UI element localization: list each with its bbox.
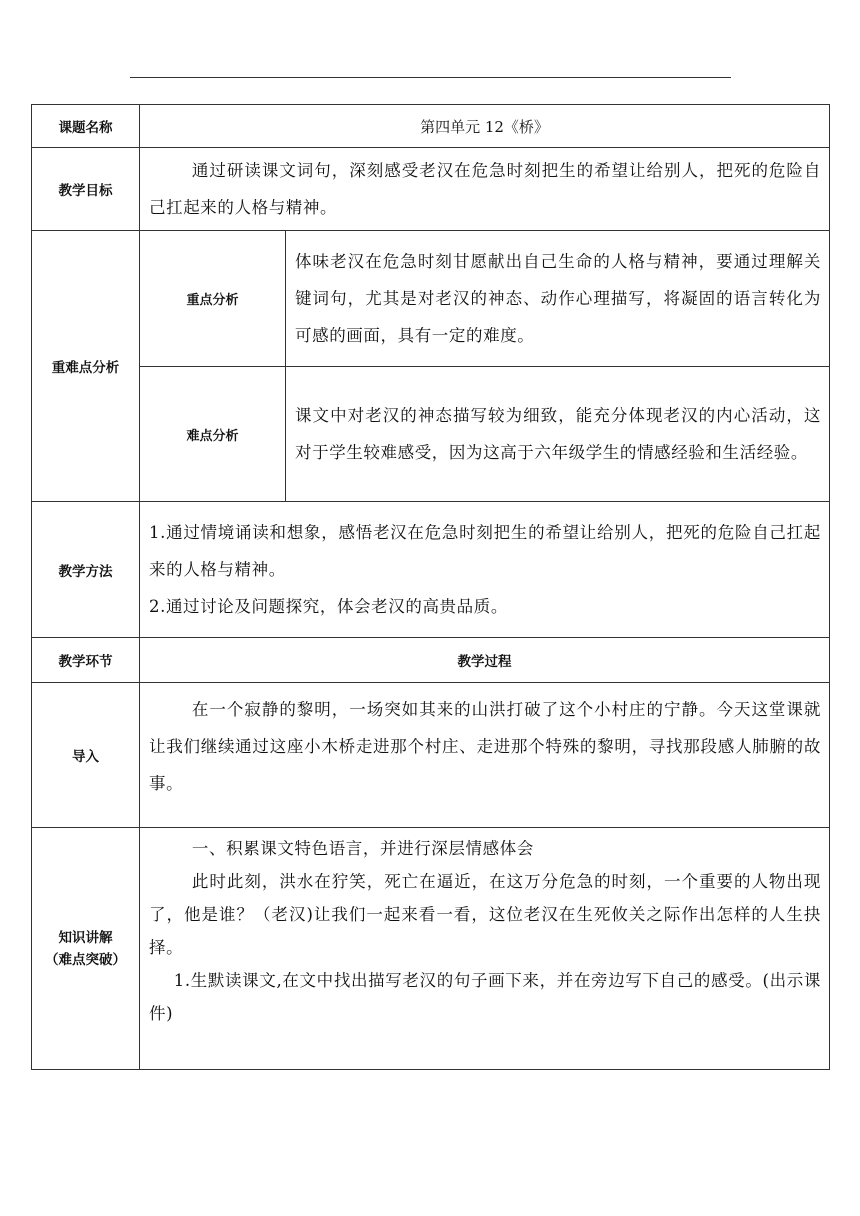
knowledge-step-1: 1.生默读课文,在文中找出描写老汉的句子画下来，并在旁边写下自己的感受。(出示课件)	[149, 971, 822, 1023]
goal-label: 教学目标	[32, 148, 140, 231]
topic-label: 课题名称	[32, 105, 140, 148]
knowledge-label-line2: （难点突破）	[45, 951, 126, 968]
row-difficult-point	[32, 367, 830, 502]
row-process-header	[32, 638, 830, 683]
key-point-text: 体味老汉在危急时刻甘愿献出自己生命的人格与精神，要通过理解关键词句，尤其是对老汉的神态、动作心理描写，将凝固的语言转化为可感的画面，具有一定的难度。	[286, 231, 830, 367]
row-key-point	[32, 231, 830, 367]
intro-text: 在一个寂静的黎明，一场突如其来的山洪打破了这个小村庄的宁静。今天这堂课就让我们继续通过这座小木桥走进那个村庄、走进那个特殊的黎明，寻找那段感人肺腑的故事。	[140, 683, 830, 828]
method-item-1: 1.通过情境诵读和想象，感悟老汉在危急时刻把生的希望让给别人，把死的危险自己扛起来的人格与精神。	[149, 523, 822, 579]
lesson-plan-table	[31, 104, 830, 1070]
knowledge-label-line1: 知识讲解	[58, 929, 113, 946]
row-goal	[32, 148, 830, 231]
key-difficult-label: 重难点分析	[32, 231, 140, 502]
row-topic	[32, 105, 830, 148]
stage-header: 教学环节	[32, 638, 140, 683]
method-label: 教学方法	[32, 502, 140, 638]
row-knowledge	[32, 828, 830, 1070]
key-point-label: 重点分析	[140, 231, 286, 367]
knowledge-label	[32, 828, 140, 1070]
method-item-2: 2.通过讨论及问题探究，体会老汉的高贵品质。	[149, 597, 508, 616]
method-text	[140, 502, 830, 638]
row-intro	[32, 683, 830, 828]
knowledge-text	[140, 828, 830, 1070]
knowledge-heading: 一、积累课文特色语言，并进行深层情感体会	[191, 839, 534, 858]
process-header: 教学过程	[140, 638, 830, 683]
row-method	[32, 502, 830, 638]
intro-label: 导入	[32, 683, 140, 828]
header-rule	[130, 77, 731, 78]
knowledge-paragraph: 此时此刻，洪水在狞笑，死亡在逼近，在这万分危急的时刻，一个重要的人物出现了，他是谁？（老汉)让我们一起来看一看，这位老汉在生死攸关之际作出怎样的人生抉择。	[149, 872, 822, 957]
difficult-point-text: 课文中对老汉的神态描写较为细致，能充分体现老汉的内心活动，这对于学生较难感受，因为这高于六年级学生的情感经验和生活经验。	[286, 367, 830, 502]
goal-text: 通过研读课文词句，深刻感受老汉在危急时刻把生的希望让给别人，把死的危险自己扛起来的人格与精神。	[140, 148, 830, 231]
topic-value: 第四单元 12《桥》	[140, 105, 830, 148]
difficult-point-label: 难点分析	[140, 367, 286, 502]
